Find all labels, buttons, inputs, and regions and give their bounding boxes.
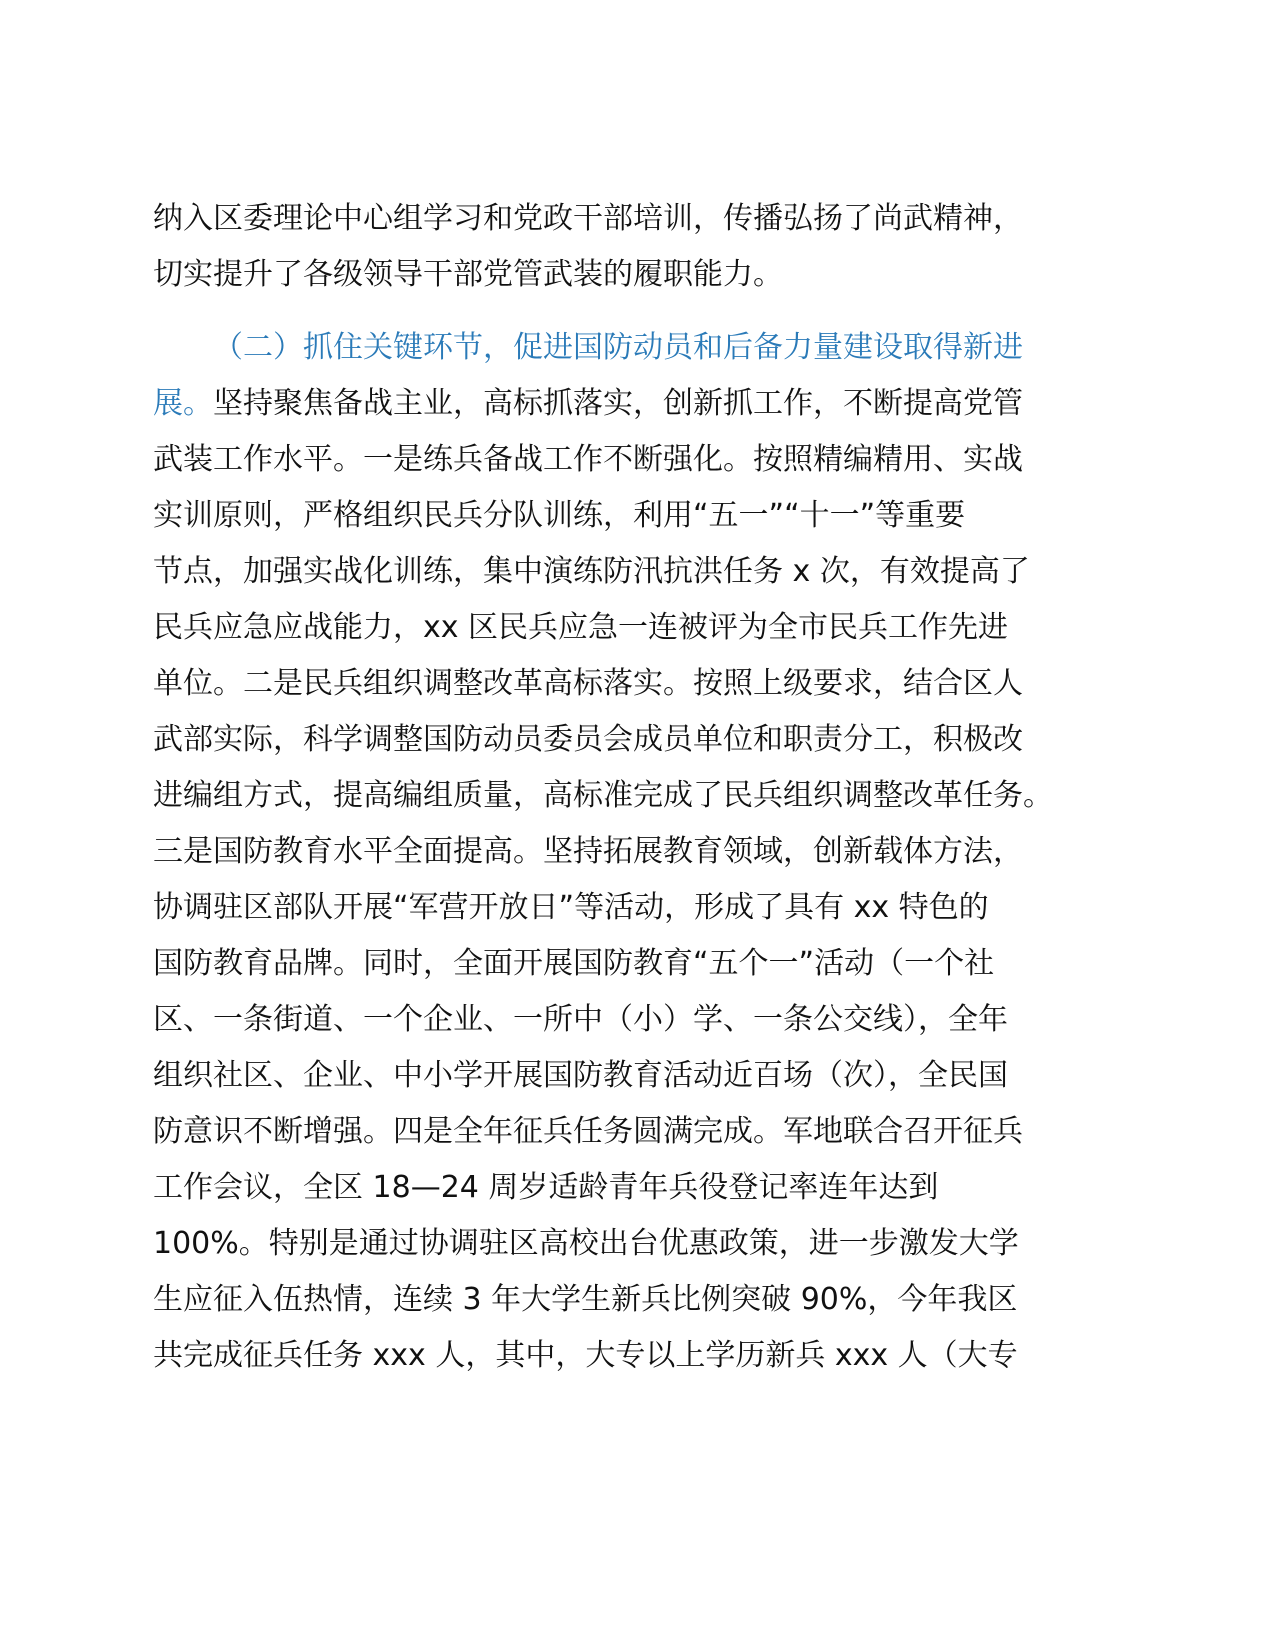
text-line: 工作会议，全区 18—24 周岁适龄青年兵役登记率连年达到: [153, 1170, 939, 1205]
text-line: 共完成征兵任务 xxx 人，其中，大专以上学历新兵 xxx 人（大专: [153, 1338, 1018, 1373]
text-line: 国防教育品牌。同时，全面开展国防教育“五个一”活动（一个社: [153, 946, 995, 981]
text-line: 实训原则，严格组织民兵分队训练，利用“五一”“十一”等重要: [153, 498, 966, 533]
text-line: 100%。特别是通过协调驻区高校出台优惠政策，进一步激发大学: [153, 1226, 1019, 1261]
text-line: 武部实际，科学调整国防动员委员会成员单位和职责分工，积极改: [153, 722, 1023, 757]
text-line: 防意识不断增强。四是全年征兵任务圆满完成。军地联合召开征兵: [153, 1114, 1023, 1149]
text-line: 区、一条街道、一个企业、一所中（小）学、一条公交线），全年: [153, 1002, 1008, 1037]
text-line: 单位。二是民兵组织调整改革高标落实。按照上级要求，结合区人: [153, 666, 1023, 701]
text-line: 进编组方式，提高编组质量，高标准完成了民兵组织调整改革任务。: [153, 778, 1053, 813]
text-line: 组织社区、企业、中小学开展国防教育活动近百场（次），全民国: [153, 1058, 1008, 1093]
text-line: 生应征入伍热情，连续 3 年大学生新兵比例突破 90%，今年我区: [153, 1282, 1018, 1317]
text-line: 三是国防教育水平全面提高。坚持拓展教育领域，创新载体方法，: [153, 834, 1023, 869]
text-line: 民兵应急应战能力，xx 区民兵应急一连被评为全市民兵工作先进: [153, 610, 1009, 645]
text-line: 武装工作水平。一是练兵备战工作不断强化。按照精编精用、实战: [153, 442, 1023, 477]
text-line: 节点，加强实战化训练，集中演练防汛抗洪任务 x 次，有效提高了: [153, 554, 1030, 589]
section-heading: （二）抓住关键环节，促进国防动员和后备力量建设取得新进: [213, 330, 1023, 365]
section-body-start: 坚持聚焦备战主业，高标抓落实，创新抓工作，不断提高党管: [213, 386, 1023, 421]
text-line: 切实提升了各级领导干部党管武装的履职能力。: [153, 257, 783, 292]
text-line: 协调驻区部队开展“军营开放日”等活动，形成了具有 xx 特色的: [153, 890, 989, 925]
text-line-mixed: [153, 381, 1023, 427]
text-line: 纳入区委理论中心组学习和党政干部培训，传播弘扬了尚武精神，: [153, 201, 1023, 236]
section-heading-end: 展。: [153, 386, 213, 421]
